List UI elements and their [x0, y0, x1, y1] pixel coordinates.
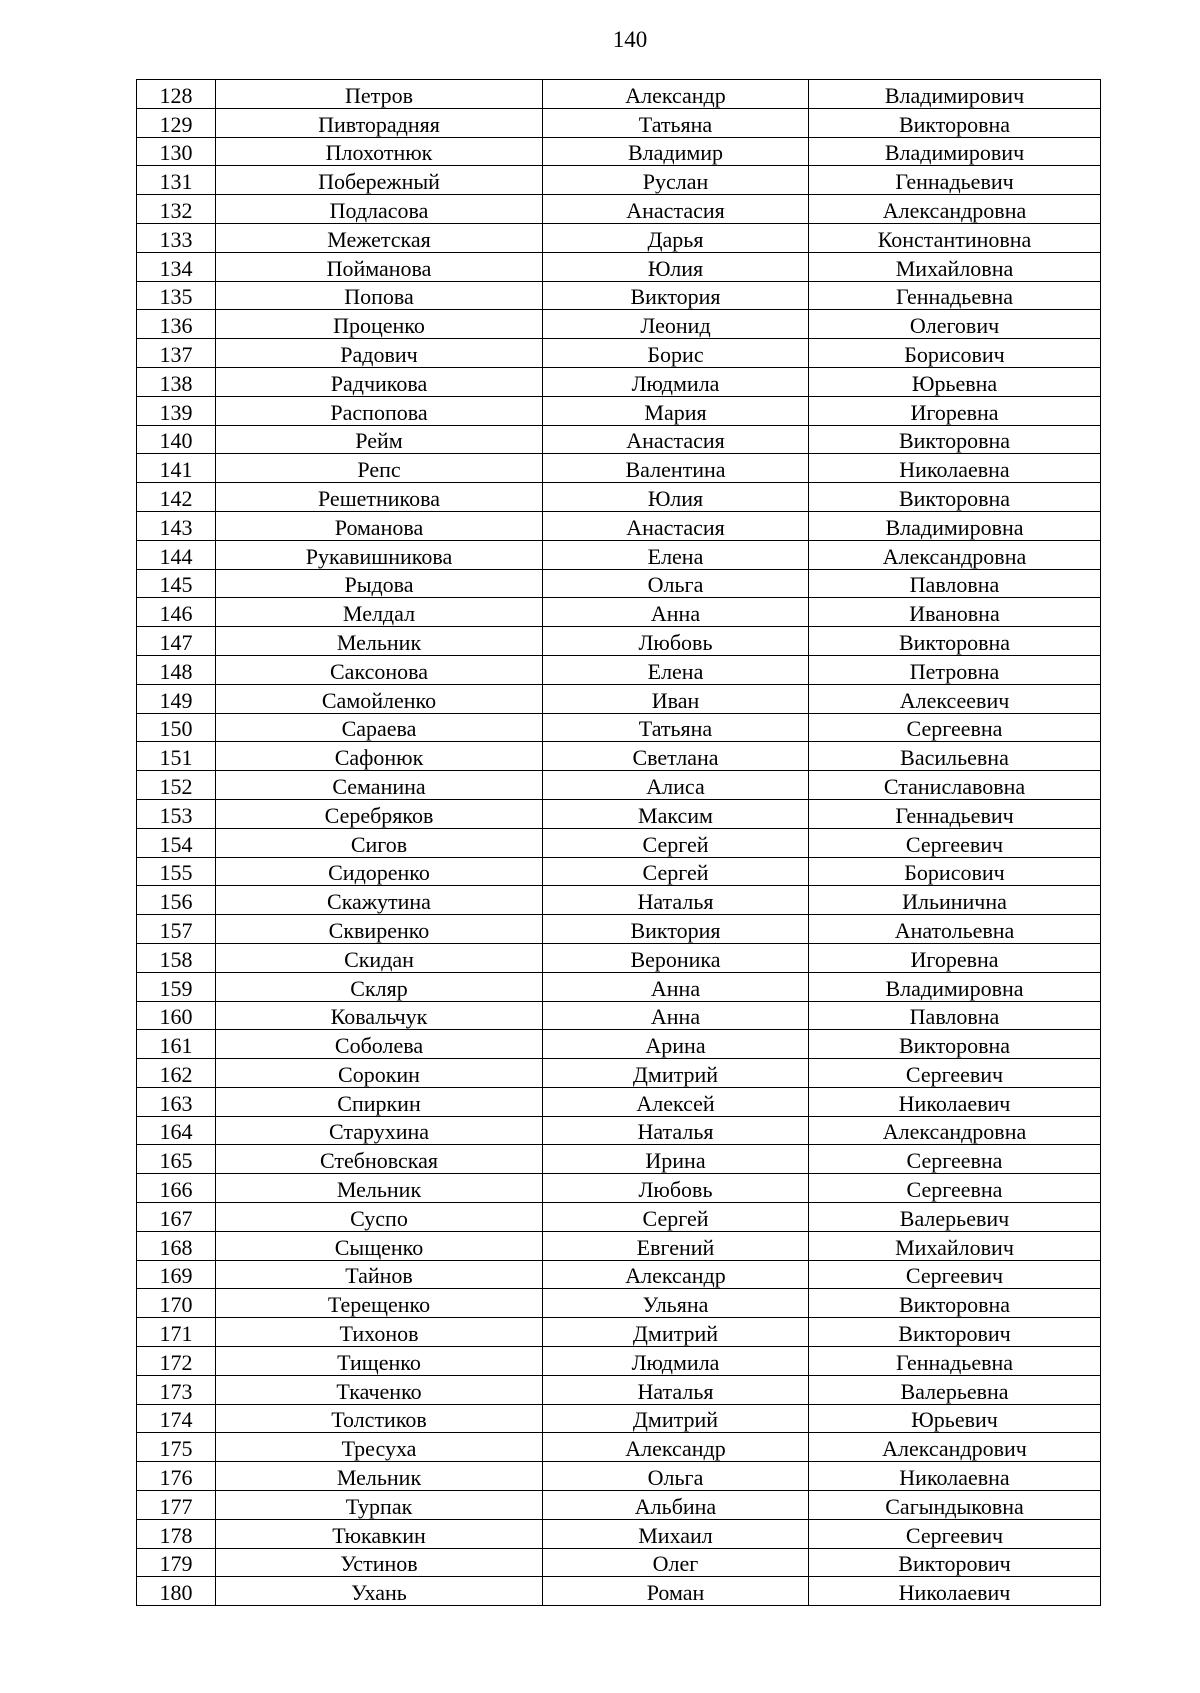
patronymic-cell: Викторовна — [809, 108, 1101, 137]
row-number-cell: 132 — [137, 195, 216, 224]
row-number-cell: 158 — [137, 943, 216, 972]
table-row — [137, 80, 1101, 109]
patronymic-cell: Викторовна — [809, 425, 1101, 454]
first-name-cell: Владимир — [543, 137, 809, 166]
last-name-cell: Мельник — [216, 627, 543, 656]
last-name-cell: Плохотнюк — [216, 137, 543, 166]
last-name-cell: Ткаченко — [216, 1375, 543, 1404]
patronymic-cell: Викторович — [809, 1548, 1101, 1577]
first-name-cell: Сергей — [543, 1203, 809, 1232]
last-name-cell: Радович — [216, 339, 543, 368]
first-name-cell: Наталья — [543, 1116, 809, 1145]
table-row — [137, 1519, 1101, 1548]
first-name-cell: Альбина — [543, 1491, 809, 1520]
row-number-cell: 174 — [137, 1404, 216, 1433]
first-name-cell: Михаил — [543, 1519, 809, 1548]
last-name-cell: Устинов — [216, 1548, 543, 1577]
table-row — [137, 1059, 1101, 1088]
last-name-cell: Романова — [216, 511, 543, 540]
first-name-cell: Анна — [543, 598, 809, 627]
last-name-cell: Сквиренко — [216, 915, 543, 944]
row-number-cell: 129 — [137, 108, 216, 137]
table-row — [137, 1174, 1101, 1203]
last-name-cell: Тайнов — [216, 1260, 543, 1289]
patronymic-cell: Игоревна — [809, 943, 1101, 972]
row-number-cell: 170 — [137, 1289, 216, 1318]
row-number-cell: 140 — [137, 425, 216, 454]
last-name-cell: Сыщенко — [216, 1231, 543, 1260]
row-number-cell: 136 — [137, 310, 216, 339]
first-name-cell: Ольга — [543, 569, 809, 598]
last-name-cell: Петров — [216, 80, 543, 109]
row-number-cell: 163 — [137, 1087, 216, 1116]
row-number-cell: 146 — [137, 598, 216, 627]
row-number-cell: 177 — [137, 1491, 216, 1520]
table-row — [137, 1001, 1101, 1030]
table-row — [137, 1347, 1101, 1376]
last-name-cell: Тресуха — [216, 1433, 543, 1462]
patronymic-cell: Борисович — [809, 857, 1101, 886]
first-name-cell: Александр — [543, 1433, 809, 1462]
first-name-cell: Александр — [543, 80, 809, 109]
table-row — [137, 1577, 1101, 1606]
patronymic-cell: Владимирович — [809, 80, 1101, 109]
first-name-cell: Вероника — [543, 943, 809, 972]
patronymic-cell: Викторовна — [809, 1030, 1101, 1059]
last-name-cell: Суспо — [216, 1203, 543, 1232]
patronymic-cell: Станиславовна — [809, 771, 1101, 800]
patronymic-cell: Александровна — [809, 540, 1101, 569]
page-number: 140 — [612, 27, 648, 52]
first-name-cell: Татьяна — [543, 713, 809, 742]
row-number-cell: 164 — [137, 1116, 216, 1145]
row-number-cell: 133 — [137, 223, 216, 252]
patronymic-cell: Александровна — [809, 1116, 1101, 1145]
patronymic-cell: Юрьевич — [809, 1404, 1101, 1433]
last-name-cell: Мельник — [216, 1174, 543, 1203]
first-name-cell: Юлия — [543, 252, 809, 281]
patronymic-cell: Сагындыковна — [809, 1491, 1101, 1520]
row-number-cell: 147 — [137, 627, 216, 656]
row-number-cell: 153 — [137, 799, 216, 828]
last-name-cell: Ухань — [216, 1577, 543, 1606]
last-name-cell: Сигов — [216, 828, 543, 857]
table-row — [137, 915, 1101, 944]
patronymic-cell: Геннадьевич — [809, 166, 1101, 195]
patronymic-cell: Борисович — [809, 339, 1101, 368]
last-name-cell: Мельник — [216, 1462, 543, 1491]
table-row — [137, 943, 1101, 972]
last-name-cell: Серебряков — [216, 799, 543, 828]
first-name-cell: Дмитрий — [543, 1404, 809, 1433]
row-number-cell: 171 — [137, 1318, 216, 1347]
first-name-cell: Валентина — [543, 454, 809, 483]
table-row — [137, 483, 1101, 512]
first-name-cell: Любовь — [543, 627, 809, 656]
patronymic-cell: Константиновна — [809, 223, 1101, 252]
last-name-cell: Решетникова — [216, 483, 543, 512]
first-name-cell: Любовь — [543, 1174, 809, 1203]
row-number-cell: 175 — [137, 1433, 216, 1462]
row-number-cell: 180 — [137, 1577, 216, 1606]
row-number-cell: 176 — [137, 1462, 216, 1491]
table-row — [137, 972, 1101, 1001]
first-name-cell: Роман — [543, 1577, 809, 1606]
last-name-cell: Соболева — [216, 1030, 543, 1059]
patronymic-cell: Олегович — [809, 310, 1101, 339]
last-name-cell: Проценко — [216, 310, 543, 339]
first-name-cell: Дмитрий — [543, 1059, 809, 1088]
patronymic-cell: Владимировна — [809, 511, 1101, 540]
last-name-cell: Радчикова — [216, 367, 543, 396]
row-number-cell: 151 — [137, 742, 216, 771]
first-name-cell: Елена — [543, 540, 809, 569]
row-number-cell: 159 — [137, 972, 216, 1001]
row-number-cell: 161 — [137, 1030, 216, 1059]
table-row — [137, 195, 1101, 224]
row-number-cell: 137 — [137, 339, 216, 368]
roster-table — [136, 79, 1101, 1606]
last-name-cell: Саксонова — [216, 655, 543, 684]
table-row — [137, 771, 1101, 800]
table-row — [137, 454, 1101, 483]
patronymic-cell: Петровна — [809, 655, 1101, 684]
first-name-cell: Дмитрий — [543, 1318, 809, 1347]
patronymic-cell: Павловна — [809, 569, 1101, 598]
row-number-cell: 179 — [137, 1548, 216, 1577]
table-row — [137, 281, 1101, 310]
table-row — [137, 310, 1101, 339]
first-name-cell: Юлия — [543, 483, 809, 512]
table-row — [137, 886, 1101, 915]
first-name-cell: Алиса — [543, 771, 809, 800]
patronymic-cell: Валерьевна — [809, 1375, 1101, 1404]
row-number-cell: 156 — [137, 886, 216, 915]
last-name-cell: Рейм — [216, 425, 543, 454]
last-name-cell: Сараева — [216, 713, 543, 742]
patronymic-cell: Владимирович — [809, 137, 1101, 166]
patronymic-cell: Сергеевна — [809, 713, 1101, 742]
last-name-cell: Семанина — [216, 771, 543, 800]
row-number-cell: 173 — [137, 1375, 216, 1404]
patronymic-cell: Николаевна — [809, 1462, 1101, 1491]
patronymic-cell: Геннадьевна — [809, 1347, 1101, 1376]
patronymic-cell: Сергеевна — [809, 1174, 1101, 1203]
row-number-cell: 141 — [137, 454, 216, 483]
table-row — [137, 223, 1101, 252]
first-name-cell: Ирина — [543, 1145, 809, 1174]
table-row — [137, 1548, 1101, 1577]
patronymic-cell: Николаевна — [809, 454, 1101, 483]
table-row — [137, 1433, 1101, 1462]
patronymic-cell: Николаевич — [809, 1087, 1101, 1116]
first-name-cell: Максим — [543, 799, 809, 828]
row-number-cell: 167 — [137, 1203, 216, 1232]
last-name-cell: Сорокин — [216, 1059, 543, 1088]
first-name-cell: Мария — [543, 396, 809, 425]
patronymic-cell: Ильинична — [809, 886, 1101, 915]
row-number-cell: 130 — [137, 137, 216, 166]
first-name-cell: Елена — [543, 655, 809, 684]
patronymic-cell: Сергеевна — [809, 1145, 1101, 1174]
table-row — [137, 1491, 1101, 1520]
last-name-cell: Подласова — [216, 195, 543, 224]
patronymic-cell: Геннадьевич — [809, 799, 1101, 828]
table-row — [137, 339, 1101, 368]
last-name-cell: Репс — [216, 454, 543, 483]
roster-table-body — [137, 80, 1101, 1606]
last-name-cell: Самойленко — [216, 684, 543, 713]
row-number-cell: 135 — [137, 281, 216, 310]
table-row — [137, 252, 1101, 281]
row-number-cell: 169 — [137, 1260, 216, 1289]
row-number-cell: 168 — [137, 1231, 216, 1260]
row-number-cell: 128 — [137, 80, 216, 109]
last-name-cell: Ковальчук — [216, 1001, 543, 1030]
patronymic-cell: Александровна — [809, 195, 1101, 224]
last-name-cell: Стебновская — [216, 1145, 543, 1174]
row-number-cell: 155 — [137, 857, 216, 886]
table-row — [137, 1260, 1101, 1289]
table-row — [137, 713, 1101, 742]
row-number-cell: 166 — [137, 1174, 216, 1203]
last-name-cell: Мелдал — [216, 598, 543, 627]
table-row — [137, 799, 1101, 828]
patronymic-cell: Сергеевич — [809, 1519, 1101, 1548]
row-number-cell: 178 — [137, 1519, 216, 1548]
patronymic-cell: Павловна — [809, 1001, 1101, 1030]
row-number-cell: 143 — [137, 511, 216, 540]
table-row — [137, 166, 1101, 195]
first-name-cell: Ольга — [543, 1462, 809, 1491]
last-name-cell: Толстиков — [216, 1404, 543, 1433]
first-name-cell: Ульяна — [543, 1289, 809, 1318]
patronymic-cell: Викторовна — [809, 627, 1101, 656]
patronymic-cell: Александрович — [809, 1433, 1101, 1462]
last-name-cell: Скажутина — [216, 886, 543, 915]
row-number-cell: 138 — [137, 367, 216, 396]
patronymic-cell: Геннадьевна — [809, 281, 1101, 310]
first-name-cell: Людмила — [543, 1347, 809, 1376]
patronymic-cell: Михайловна — [809, 252, 1101, 281]
first-name-cell: Сергей — [543, 857, 809, 886]
first-name-cell: Анастасия — [543, 511, 809, 540]
table-row — [137, 396, 1101, 425]
last-name-cell: Сидоренко — [216, 857, 543, 886]
patronymic-cell: Викторовна — [809, 1289, 1101, 1318]
table-row — [137, 425, 1101, 454]
table-row — [137, 655, 1101, 684]
table-row — [137, 742, 1101, 771]
row-number-cell: 131 — [137, 166, 216, 195]
table-row — [137, 1462, 1101, 1491]
table-row — [137, 598, 1101, 627]
last-name-cell: Распопова — [216, 396, 543, 425]
patronymic-cell: Анатольевна — [809, 915, 1101, 944]
patronymic-cell: Михайлович — [809, 1231, 1101, 1260]
table-row — [137, 569, 1101, 598]
last-name-cell: Тюкавкин — [216, 1519, 543, 1548]
last-name-cell: Скидан — [216, 943, 543, 972]
last-name-cell: Попова — [216, 281, 543, 310]
table-row — [137, 1231, 1101, 1260]
first-name-cell: Руслан — [543, 166, 809, 195]
patronymic-cell: Викторовна — [809, 483, 1101, 512]
last-name-cell: Пивторадняя — [216, 108, 543, 137]
patronymic-cell: Васильевна — [809, 742, 1101, 771]
last-name-cell: Спиркин — [216, 1087, 543, 1116]
patronymic-cell: Сергеевич — [809, 828, 1101, 857]
patronymic-cell: Ивановна — [809, 598, 1101, 627]
first-name-cell: Анастасия — [543, 195, 809, 224]
table-row — [137, 367, 1101, 396]
patronymic-cell: Николаевич — [809, 1577, 1101, 1606]
patronymic-cell: Игоревна — [809, 396, 1101, 425]
table-row — [137, 1145, 1101, 1174]
row-number-cell: 160 — [137, 1001, 216, 1030]
first-name-cell: Анна — [543, 972, 809, 1001]
row-number-cell: 148 — [137, 655, 216, 684]
last-name-cell: Рыдова — [216, 569, 543, 598]
row-number-cell: 142 — [137, 483, 216, 512]
first-name-cell: Дарья — [543, 223, 809, 252]
first-name-cell: Евгений — [543, 1231, 809, 1260]
patronymic-cell: Алексеевич — [809, 684, 1101, 713]
patronymic-cell: Сергеевич — [809, 1260, 1101, 1289]
patronymic-cell: Валерьевич — [809, 1203, 1101, 1232]
last-name-cell: Пойманова — [216, 252, 543, 281]
first-name-cell: Людмила — [543, 367, 809, 396]
table-row — [137, 1318, 1101, 1347]
first-name-cell: Анастасия — [543, 425, 809, 454]
first-name-cell: Анна — [543, 1001, 809, 1030]
last-name-cell: Старухина — [216, 1116, 543, 1145]
table-row — [137, 137, 1101, 166]
table-row — [137, 108, 1101, 137]
last-name-cell: Рукавишникова — [216, 540, 543, 569]
row-number-cell: 134 — [137, 252, 216, 281]
first-name-cell: Алексей — [543, 1087, 809, 1116]
patronymic-cell: Викторович — [809, 1318, 1101, 1347]
first-name-cell: Виктория — [543, 915, 809, 944]
row-number-cell: 157 — [137, 915, 216, 944]
row-number-cell: 154 — [137, 828, 216, 857]
table-row — [137, 627, 1101, 656]
first-name-cell: Леонид — [543, 310, 809, 339]
table-row — [137, 828, 1101, 857]
row-number-cell: 162 — [137, 1059, 216, 1088]
last-name-cell: Межетская — [216, 223, 543, 252]
last-name-cell: Тищенко — [216, 1347, 543, 1376]
last-name-cell: Турпак — [216, 1491, 543, 1520]
row-number-cell: 144 — [137, 540, 216, 569]
last-name-cell: Побережный — [216, 166, 543, 195]
first-name-cell: Наталья — [543, 1375, 809, 1404]
table-row — [137, 1404, 1101, 1433]
row-number-cell: 149 — [137, 684, 216, 713]
first-name-cell: Арина — [543, 1030, 809, 1059]
table-row — [137, 1203, 1101, 1232]
first-name-cell: Татьяна — [543, 108, 809, 137]
row-number-cell: 172 — [137, 1347, 216, 1376]
last-name-cell: Сафонюк — [216, 742, 543, 771]
table-row — [137, 1087, 1101, 1116]
table-row — [137, 1116, 1101, 1145]
row-number-cell: 145 — [137, 569, 216, 598]
first-name-cell: Иван — [543, 684, 809, 713]
table-row — [137, 1289, 1101, 1318]
row-number-cell: 150 — [137, 713, 216, 742]
last-name-cell: Скляр — [216, 972, 543, 1001]
first-name-cell: Александр — [543, 1260, 809, 1289]
first-name-cell: Сергей — [543, 828, 809, 857]
table-row — [137, 511, 1101, 540]
row-number-cell: 165 — [137, 1145, 216, 1174]
patronymic-cell: Юрьевна — [809, 367, 1101, 396]
last-name-cell: Тихонов — [216, 1318, 543, 1347]
first-name-cell: Наталья — [543, 886, 809, 915]
first-name-cell: Виктория — [543, 281, 809, 310]
table-row — [137, 1375, 1101, 1404]
patronymic-cell: Владимировна — [809, 972, 1101, 1001]
first-name-cell: Светлана — [543, 742, 809, 771]
row-number-cell: 139 — [137, 396, 216, 425]
table-row — [137, 1030, 1101, 1059]
first-name-cell: Борис — [543, 339, 809, 368]
table-row — [137, 684, 1101, 713]
first-name-cell: Олег — [543, 1548, 809, 1577]
table-row — [137, 540, 1101, 569]
patronymic-cell: Сергеевич — [809, 1059, 1101, 1088]
table-row — [137, 857, 1101, 886]
row-number-cell: 152 — [137, 771, 216, 800]
last-name-cell: Терещенко — [216, 1289, 543, 1318]
